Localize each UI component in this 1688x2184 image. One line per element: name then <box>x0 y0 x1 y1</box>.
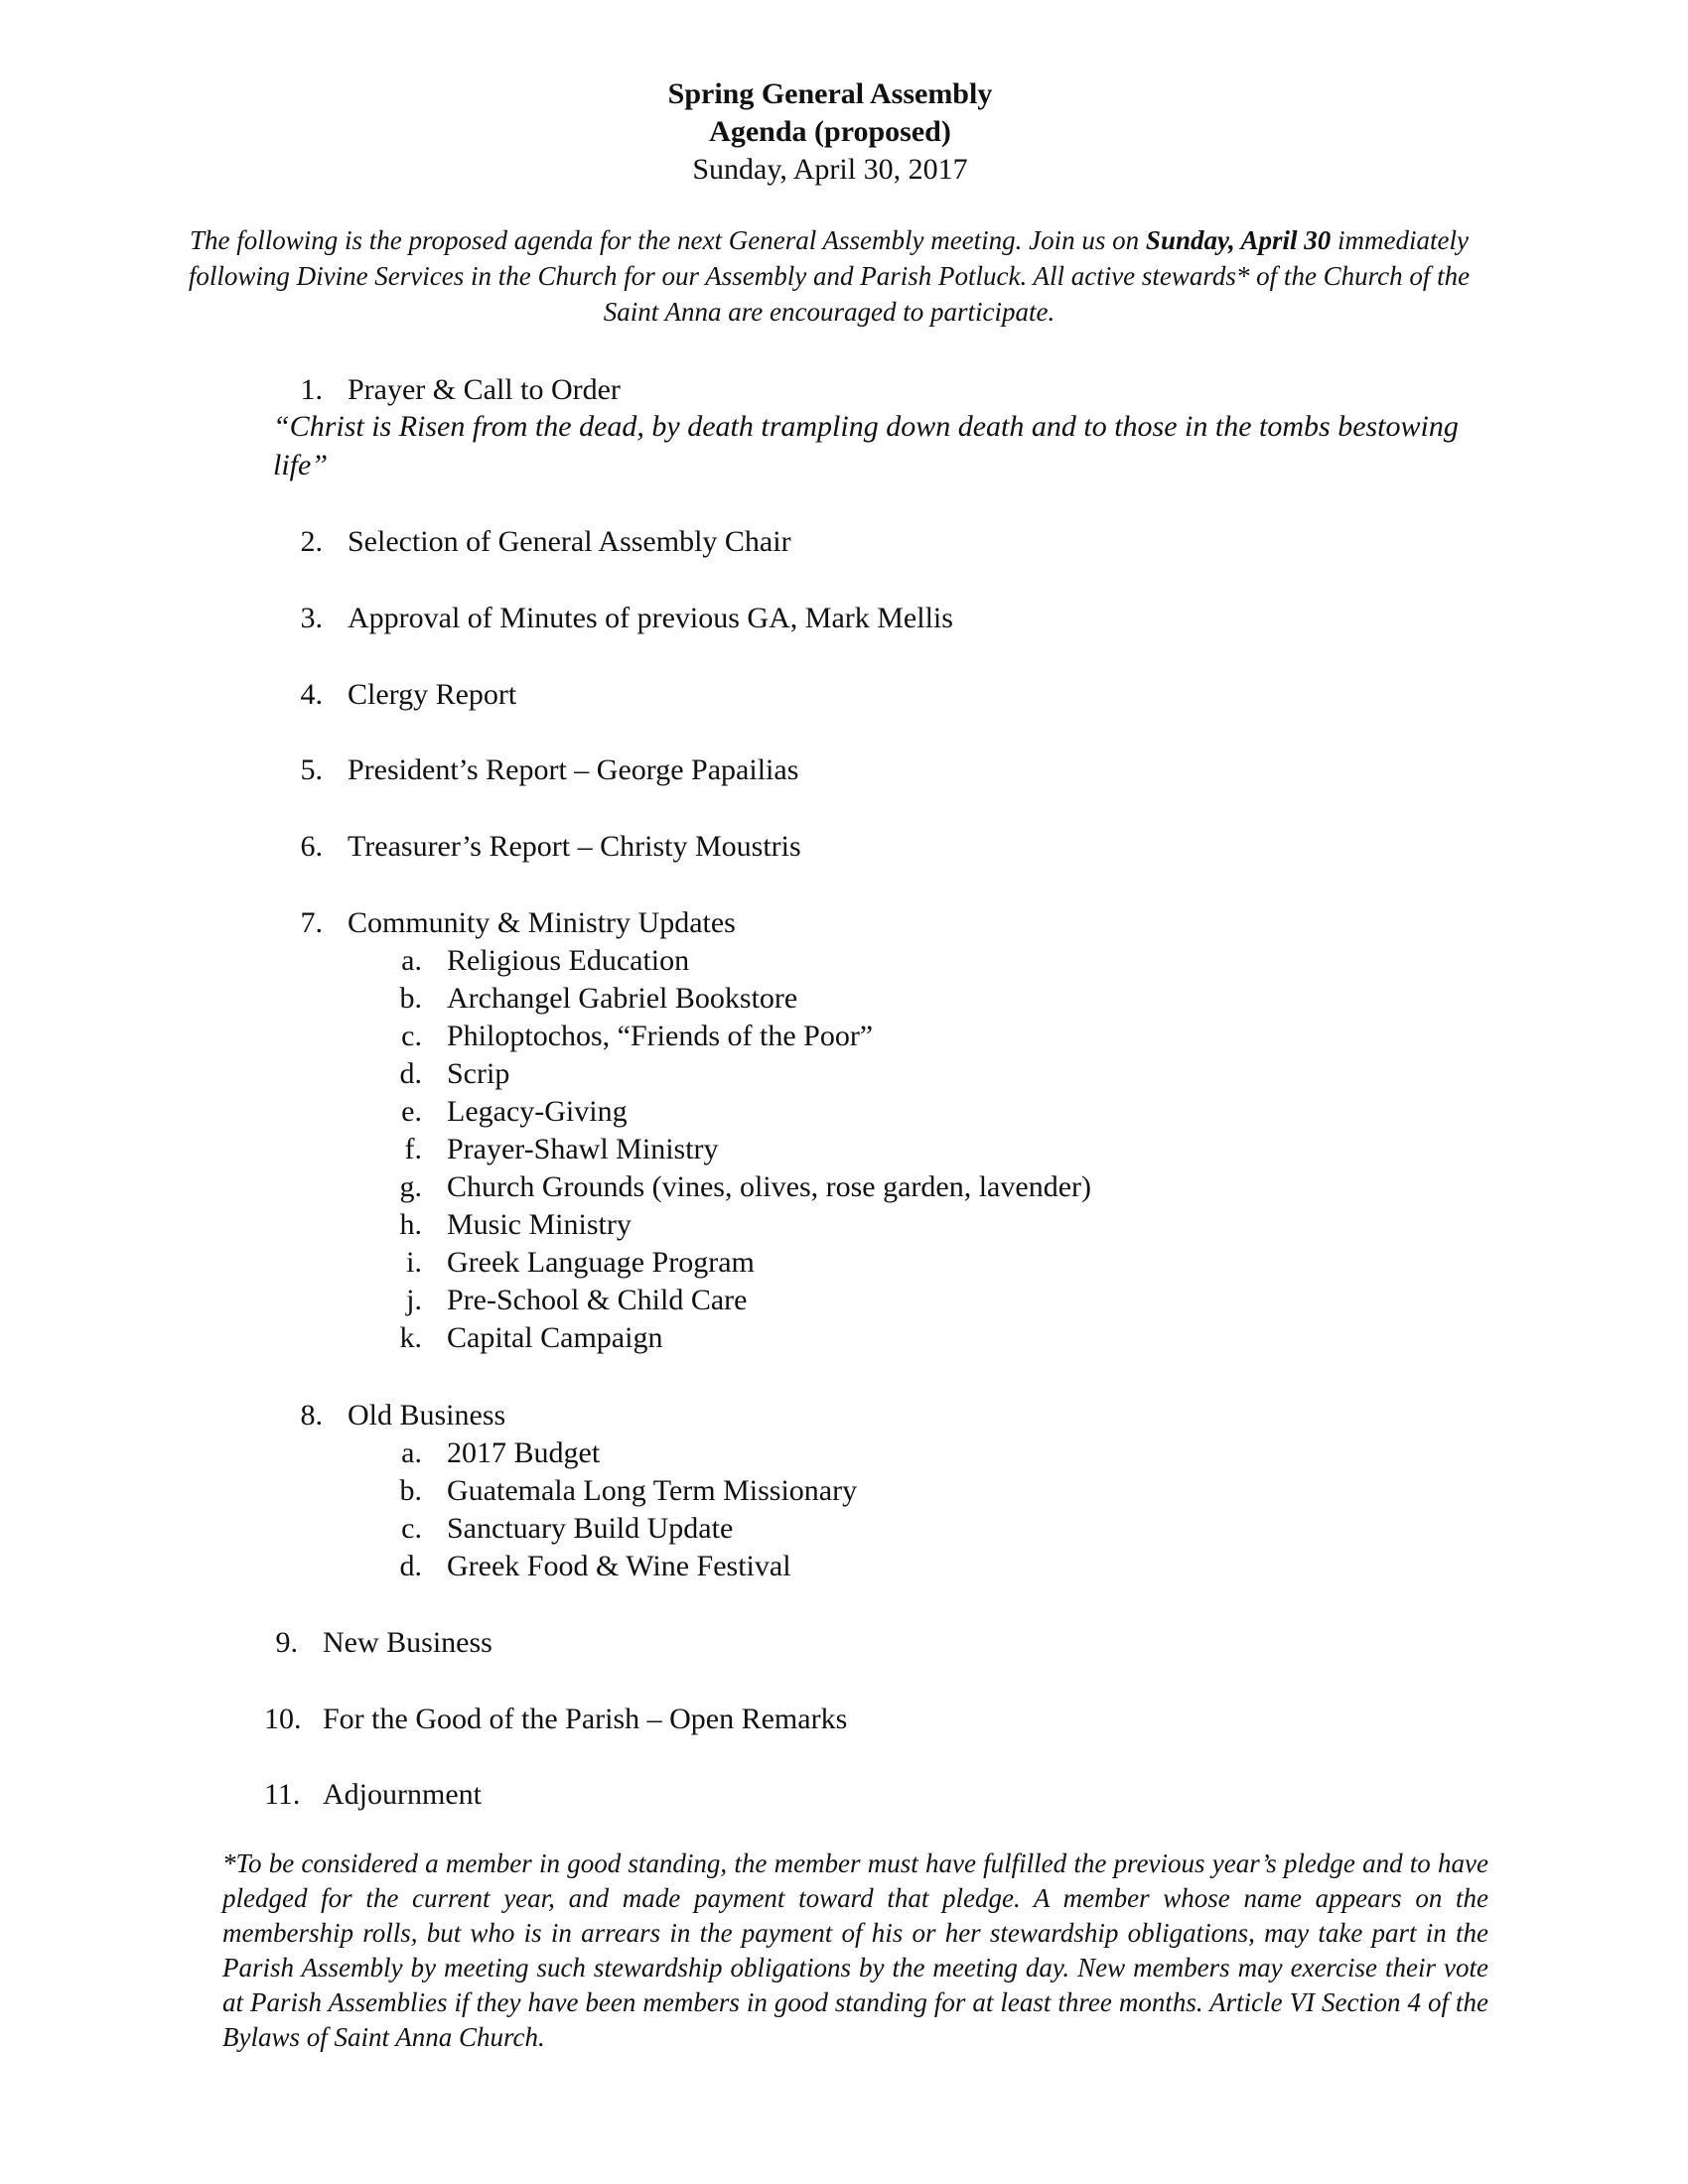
sub-item-letter: i. <box>406 1246 422 1279</box>
sub-item-label: 2017 Budget <box>447 1436 601 1469</box>
sub-item-label: Philoptochos, “Friends of the Poor” <box>447 1020 874 1052</box>
agenda-item-label: Prayer & Call to Order <box>348 373 621 406</box>
sub-item-letter: c. <box>401 1512 422 1545</box>
agenda-item-label: Old Business <box>348 1399 506 1432</box>
document-subtitle: Agenda (proposed) <box>709 115 951 148</box>
header <box>0 75 1660 189</box>
agenda-item-label: Approval of Minutes of previous GA, Mark Mellis <box>348 602 953 634</box>
sub-item-letter: a. <box>401 944 422 977</box>
agenda-item-number: 9. <box>275 1626 298 1659</box>
sub-item-letter: h. <box>399 1208 422 1241</box>
intro-bold-date: Sunday, April 30 <box>1145 225 1332 255</box>
sub-item-label: Scrip <box>447 1057 510 1090</box>
sub-item-label: Capital Campaign <box>447 1321 663 1354</box>
document-title: Spring General Assembly <box>667 77 993 110</box>
sub-item-label: Greek Food & Wine Festival <box>447 1550 791 1582</box>
agenda-item-number: 11. <box>264 1778 301 1811</box>
sub-item-label: Greek Language Program <box>447 1246 755 1279</box>
sub-item-letter: b. <box>399 982 422 1015</box>
sub-item-letter: a. <box>401 1436 422 1469</box>
sub-item-label: Archangel Gabriel Bookstore <box>447 982 798 1015</box>
agenda-item-number: 7. <box>300 906 323 939</box>
sub-item-label: Music Ministry <box>447 1208 632 1241</box>
sub-item-letter: e. <box>401 1095 422 1128</box>
sub-item-letter: k. <box>399 1321 422 1354</box>
agenda-item-number: 3. <box>300 602 323 634</box>
agenda-item-number: 2. <box>300 525 323 558</box>
agenda-item-number: 1. <box>300 373 323 406</box>
agenda-item-label: Community & Ministry Updates <box>348 906 736 939</box>
membership-footnote: *To be considered a member in good standing, the member must have fulfilled the previous year’s pledge and to have pledged for the current year, and made payment toward that pledge. A member whose name appears on the membership rolls, but who is in arrears in the payment of his or her stewardship obligations, may take part in the Parish Assembly by meeting such stewardship obligations by the meeting day. New members may exercise their vote at Parish Assemblies if they have been members in good standing for at least three months. Article VI Section 4 of the Bylaws of Saint Anna Church. <box>222 1848 1488 2052</box>
opening-prayer-quote: “Christ is Risen from the dead, by death trampling down death and to those in the tombs bestowing life” <box>273 410 1459 481</box>
intro-text-2: immediately following Divine Services in the Church for our Assembly and Parish Potluck. All active stewards* of the Church of the Saint Anna are encouraged to participate. <box>188 225 1471 327</box>
sub-item-label: Sanctuary Build Update <box>447 1512 734 1545</box>
agenda-item-number: 5. <box>300 753 323 786</box>
sub-item-label: Legacy-Giving <box>447 1095 628 1128</box>
agenda-item-label: Clergy Report <box>348 678 517 711</box>
sub-item-letter: d. <box>399 1057 422 1090</box>
sub-item-letter: j. <box>406 1284 422 1316</box>
sub-item-letter: g. <box>399 1170 422 1203</box>
agenda-item-number: 8. <box>300 1399 323 1432</box>
agenda-item-label: For the Good of the Parish – Open Remarks <box>323 1703 848 1735</box>
intro-text-1: The following is the proposed agenda for the next General Assembly meeting. Join us on <box>190 225 1146 255</box>
sub-item-label: Religious Education <box>447 944 690 977</box>
agenda-item-label: Adjournment <box>323 1778 482 1811</box>
agenda-item-label: Treasurer’s Report – Christy Moustris <box>348 830 801 863</box>
agenda-item-number: 6. <box>300 830 323 863</box>
sub-item-letter: b. <box>399 1474 422 1507</box>
sub-item-letter: f. <box>404 1133 422 1165</box>
agenda-item-number: 4. <box>300 678 323 711</box>
agenda-item-number: 10. <box>264 1703 302 1735</box>
sub-item-label: Prayer-Shawl Ministry <box>447 1133 719 1165</box>
agenda-item-label: President’s Report – George Papailias <box>348 753 799 786</box>
sub-item-letter: c. <box>401 1020 422 1052</box>
sub-item-label: Pre-School & Child Care <box>447 1284 748 1316</box>
sub-item-label: Church Grounds (vines, olives, rose garden, lavender) <box>447 1170 1091 1203</box>
agenda-item-label: Selection of General Assembly Chair <box>348 525 791 558</box>
meeting-date: Sunday, April 30, 2017 <box>692 153 968 186</box>
sub-item-label: Guatemala Long Term Missionary <box>447 1474 858 1507</box>
intro-paragraph <box>159 222 1499 330</box>
agenda-item-label: New Business <box>323 1626 492 1659</box>
sub-item-letter: d. <box>399 1550 422 1582</box>
